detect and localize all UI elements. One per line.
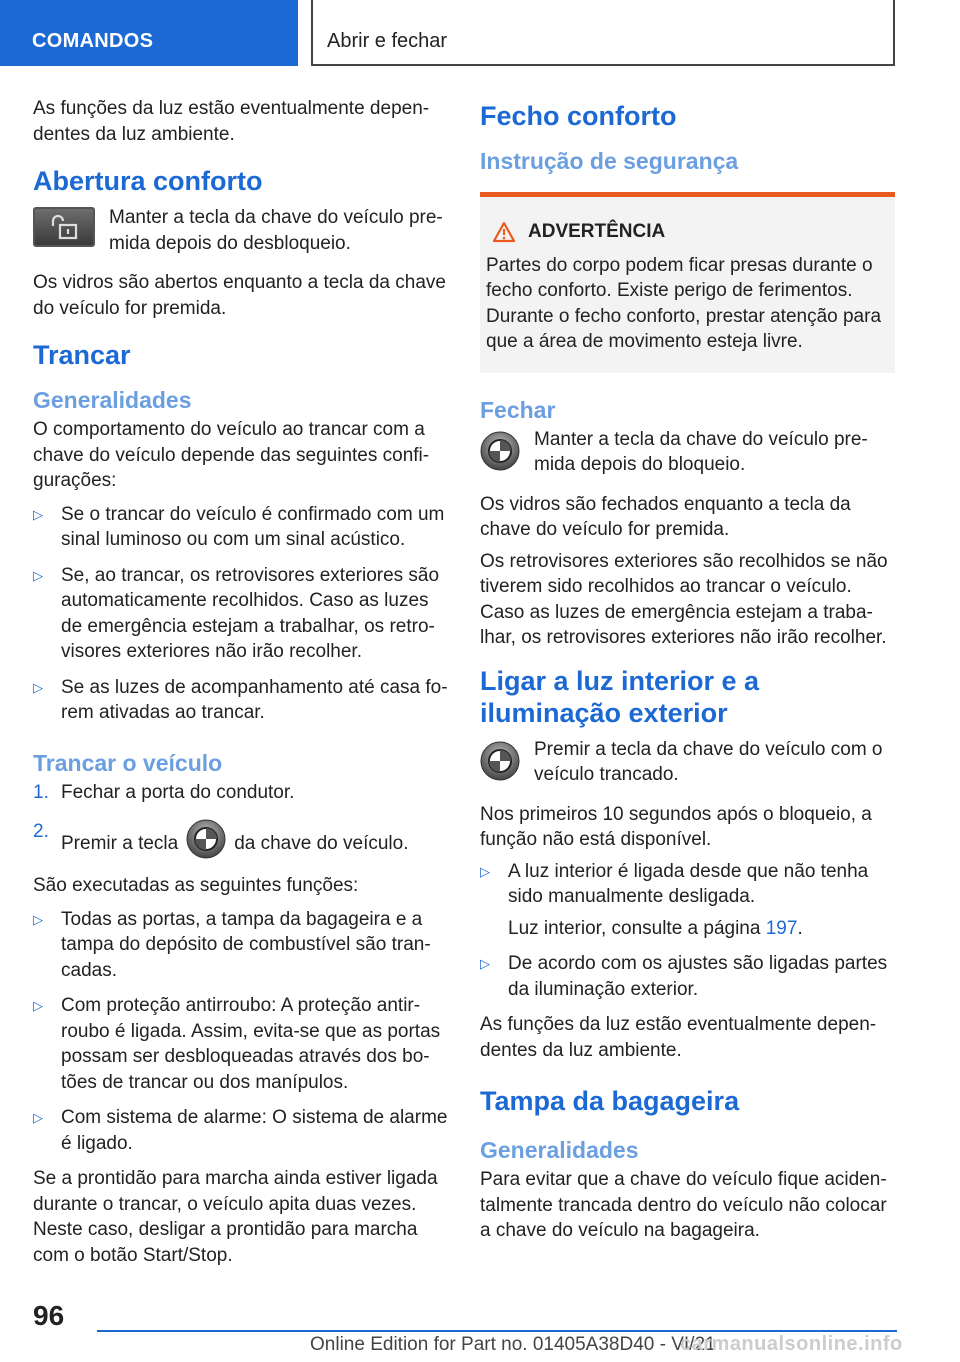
warning-text: Partes do corpo podem ficar presas durante o fecho conforto. Existe perigo de ferimentos. Durante o fecho conforto, prestar atenção para que a área de movimento esteja livre. xyxy=(486,254,882,352)
comfort-open-key-text: Manter a tecla da chave do veículo premida depois do desbloqueio. xyxy=(109,207,443,254)
trunk-heading: Tampa da bagageira xyxy=(480,1086,740,1116)
close-paragraph-2: Os retrovisores exteriores são recolhidos se não tiverem sido recolhidos ao trancar o veículo. Caso as luzes de emergência estejam a trabalhar, os retrovisores exteriores não irão recolher. xyxy=(480,550,888,648)
list-item: ▷ Com proteção antirroubo: A proteção antirroubo é ligada. Assim, evita-se que as portas possam ser desbloqueadas através dos botões de trancar ou dos manípulos. xyxy=(33,995,441,1093)
lock-steps-list xyxy=(33,780,448,860)
warning-box xyxy=(480,192,895,373)
list-item: 1. Fechar a porta do condutor. xyxy=(33,781,295,803)
page-header xyxy=(0,0,960,66)
list-item: ▷ Com sistema de alarme: O sistema de alarme é ligado. xyxy=(33,1107,448,1154)
triangle-right-icon: ▷ xyxy=(33,567,43,583)
general-bullet-list xyxy=(33,502,448,726)
outro-paragraph: Se a prontidão para marcha ainda estiver ligada durante o trancar, o veículo apita duas vezes. Neste caso, desligar a prontidão para marcha com o botão Start/Stop. xyxy=(33,1168,438,1266)
trunk-paragraph: Para evitar que a chave do veículo fique acidentalmente trancada dentro do veículo não colocar a chave do veículo na bagageira. xyxy=(480,1169,887,1241)
page-reference: Luz interior, consulte a página 197. xyxy=(508,917,803,939)
warning-label: ADVERTÊNCIA xyxy=(528,221,666,242)
triangle-right-icon: ▷ xyxy=(480,863,490,879)
section-label: COMANDOS xyxy=(32,30,154,52)
lights-key-text: Premir a tecla da chave do veículo com o veículo trancado. xyxy=(534,738,883,785)
left-column xyxy=(33,96,448,1280)
footer-edition: Online Edition for Part no. 01405A38D40 - VI/21 xyxy=(310,1334,716,1355)
chapter-tab xyxy=(311,0,895,66)
comfort-open-paragraph: Os vidros são abertos enquanto a tecla da chave do veículo for premida. xyxy=(33,272,446,319)
watermark: carmanualsonline.info xyxy=(680,1333,903,1355)
list-item: ▷ De acordo com os ajustes são ligadas partes da iluminação exterior. xyxy=(480,953,888,1000)
list-item: 2. Premir a tecla da chave do veículo. xyxy=(33,819,448,859)
page-link[interactable]: 197 xyxy=(765,917,798,939)
lock-vehicle-heading: Trancar o veículo xyxy=(33,749,223,776)
lights-instruction xyxy=(480,737,895,788)
list-item: ▷ Se o trancar do veículo é confirmado com um sinal luminoso ou com um sinal acústico. xyxy=(33,503,445,550)
functions-intro: São executadas as seguintes funções: xyxy=(33,875,359,896)
triangle-right-icon: ▷ xyxy=(33,911,43,927)
triangle-right-icon: ▷ xyxy=(33,679,43,695)
safety-heading: Instrução de segurança xyxy=(480,148,739,174)
lights-paragraph: Nos primeiros 10 segundos após o bloqueio, a função não está disponível. xyxy=(480,803,872,850)
close-key-text: Manter a tecla da chave do veículo premida depois do bloqueio. xyxy=(534,428,868,475)
bmw-roundel-icon xyxy=(480,741,520,781)
bmw-roundel-icon xyxy=(480,431,520,471)
bmw-roundel-icon xyxy=(186,819,226,859)
close-heading: Fechar xyxy=(480,396,556,423)
triangle-right-icon: ▷ xyxy=(33,998,43,1013)
lights-outro: As funções da luz estão eventualmente dependentes da luz ambiente. xyxy=(480,1014,877,1061)
footer-divider xyxy=(97,1330,897,1332)
list-item: ▷ Todas as portas, a tampa da bagageira e a tampa do depósito de combustível são trancadas. xyxy=(33,908,431,981)
comfort-open-heading: Abertura conforto xyxy=(33,166,263,196)
lights-bullet-list xyxy=(480,859,895,1003)
list-item: ▷ Se as luzes de acompanhamento até casa forem ativadas ao trancar. xyxy=(33,676,448,723)
comfort-open-instruction xyxy=(33,205,448,256)
lights-heading: Ligar a luz interior e a iluminação exterior xyxy=(480,665,760,728)
section-tab xyxy=(0,0,298,66)
close-paragraph-1: Os vidros são fechados enquanto a tecla da chave do veículo for premida. xyxy=(480,493,851,540)
unlock-padlock-icon xyxy=(33,207,95,247)
triangle-right-icon: ▷ xyxy=(33,1110,43,1125)
triangle-right-icon: ▷ xyxy=(33,506,43,522)
triangle-right-icon: ▷ xyxy=(480,956,490,971)
list-item: ▷ A luz interior é ligada desde que não tenha sido manualmente desligada. Luz interior, consulte a página 197. xyxy=(480,859,895,942)
intro-paragraph: As funções da luz estão eventualmente dependentes da luz ambiente. xyxy=(33,98,430,145)
functions-bullet-list xyxy=(33,907,448,1157)
warning-triangle-icon xyxy=(492,221,516,243)
chapter-label: Abrir e fechar xyxy=(327,30,448,52)
general-paragraph: O comportamento do veículo ao trancar com a chave do veículo depende das seguintes configurações: xyxy=(33,419,430,491)
general-heading: Generalidades xyxy=(33,387,192,413)
warning-title xyxy=(486,219,887,245)
right-column xyxy=(480,96,895,1256)
comfort-close-heading: Fecho conforto xyxy=(480,101,677,131)
close-instruction xyxy=(480,427,895,478)
page-number: 96 xyxy=(33,1300,65,1331)
lock-heading: Trancar xyxy=(33,340,131,370)
list-item: ▷ Se, ao trancar, os retrovisores exteriores são automaticamente recolhidos. Caso as luzes de emergência estejam a trabalhar, os retrovisores exteriores não irão recolher. xyxy=(33,564,440,662)
trunk-general-heading: Generalidades xyxy=(480,1137,639,1163)
